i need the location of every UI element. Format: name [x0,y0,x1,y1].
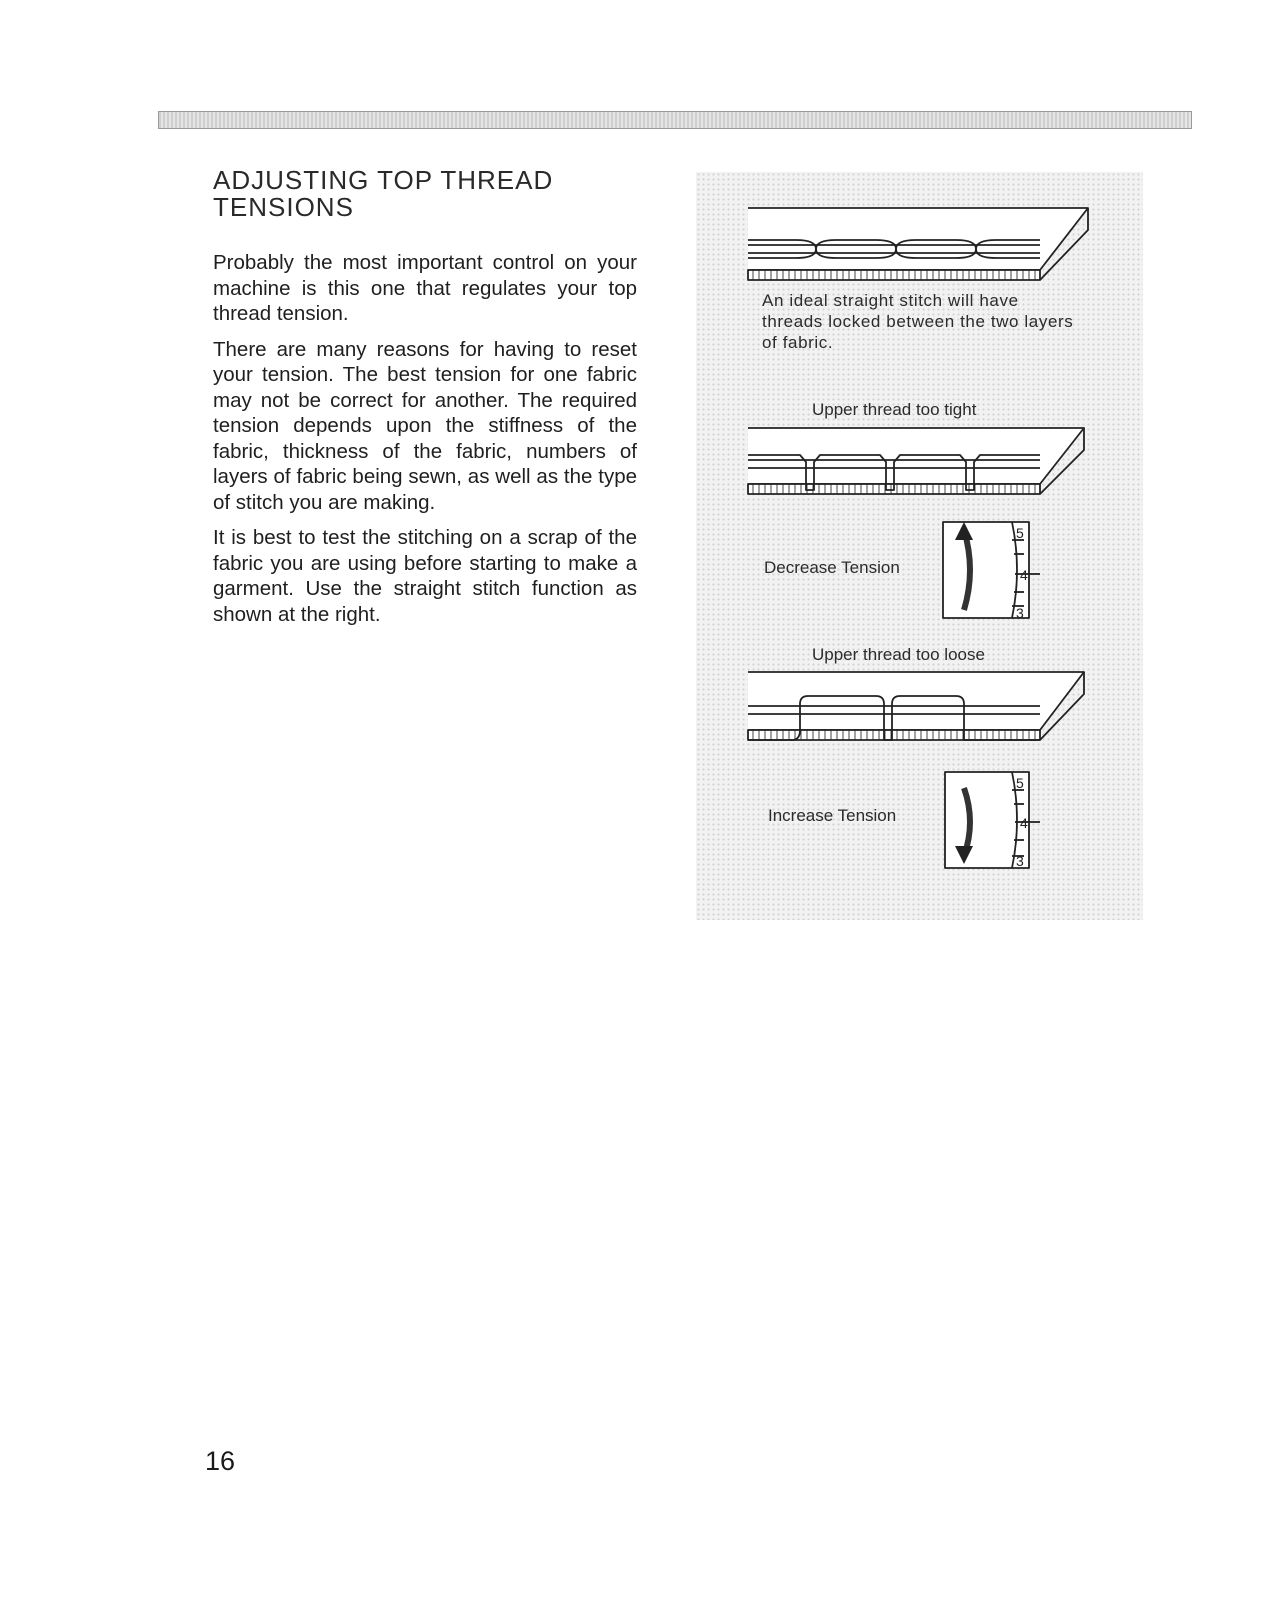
tight-stitch-diagram [748,428,1084,494]
tight-label: Upper thread too tight [812,400,977,419]
dial-number: 4 [1020,815,1028,831]
increase-label: Increase Tension [768,806,897,825]
paragraph: It is best to test the stitching on a scrap of the fabric you are using before starting to make a garment. Use the straight stitch function as shown at the right. [213,526,637,626]
page-title: ADJUSTING TOP THREAD TENSIONS [213,165,554,222]
dial-number: 3 [1016,853,1024,869]
dial-number: 4 [1020,567,1028,583]
decrease-label: Decrease Tension [764,558,900,577]
paragraph: There are many reasons for having to reset your tension. The best tension for one fabric may not be correct for another. The required tension depends upon the stiffness of the fabric, thickness of the fabric, numbers of layers of fabric being sewn, as well as the type of stitch you are making. [213,337,637,514]
page-number: 16 [205,1446,236,1476]
loose-label: Upper thread too loose [812,645,985,664]
paragraph: Probably the most important control on your machine is this one that regulates your top thread tension. [213,251,637,325]
dial-number: 5 [1016,775,1024,791]
ideal-stitch-diagram [748,208,1088,280]
dial-number: 3 [1016,605,1024,621]
ideal-stitch-caption: An ideal straight stitch will have threads locked between the two layers of fabric. [762,291,1074,352]
dial-number: 5 [1016,525,1024,541]
loose-stitch-diagram [748,672,1084,740]
